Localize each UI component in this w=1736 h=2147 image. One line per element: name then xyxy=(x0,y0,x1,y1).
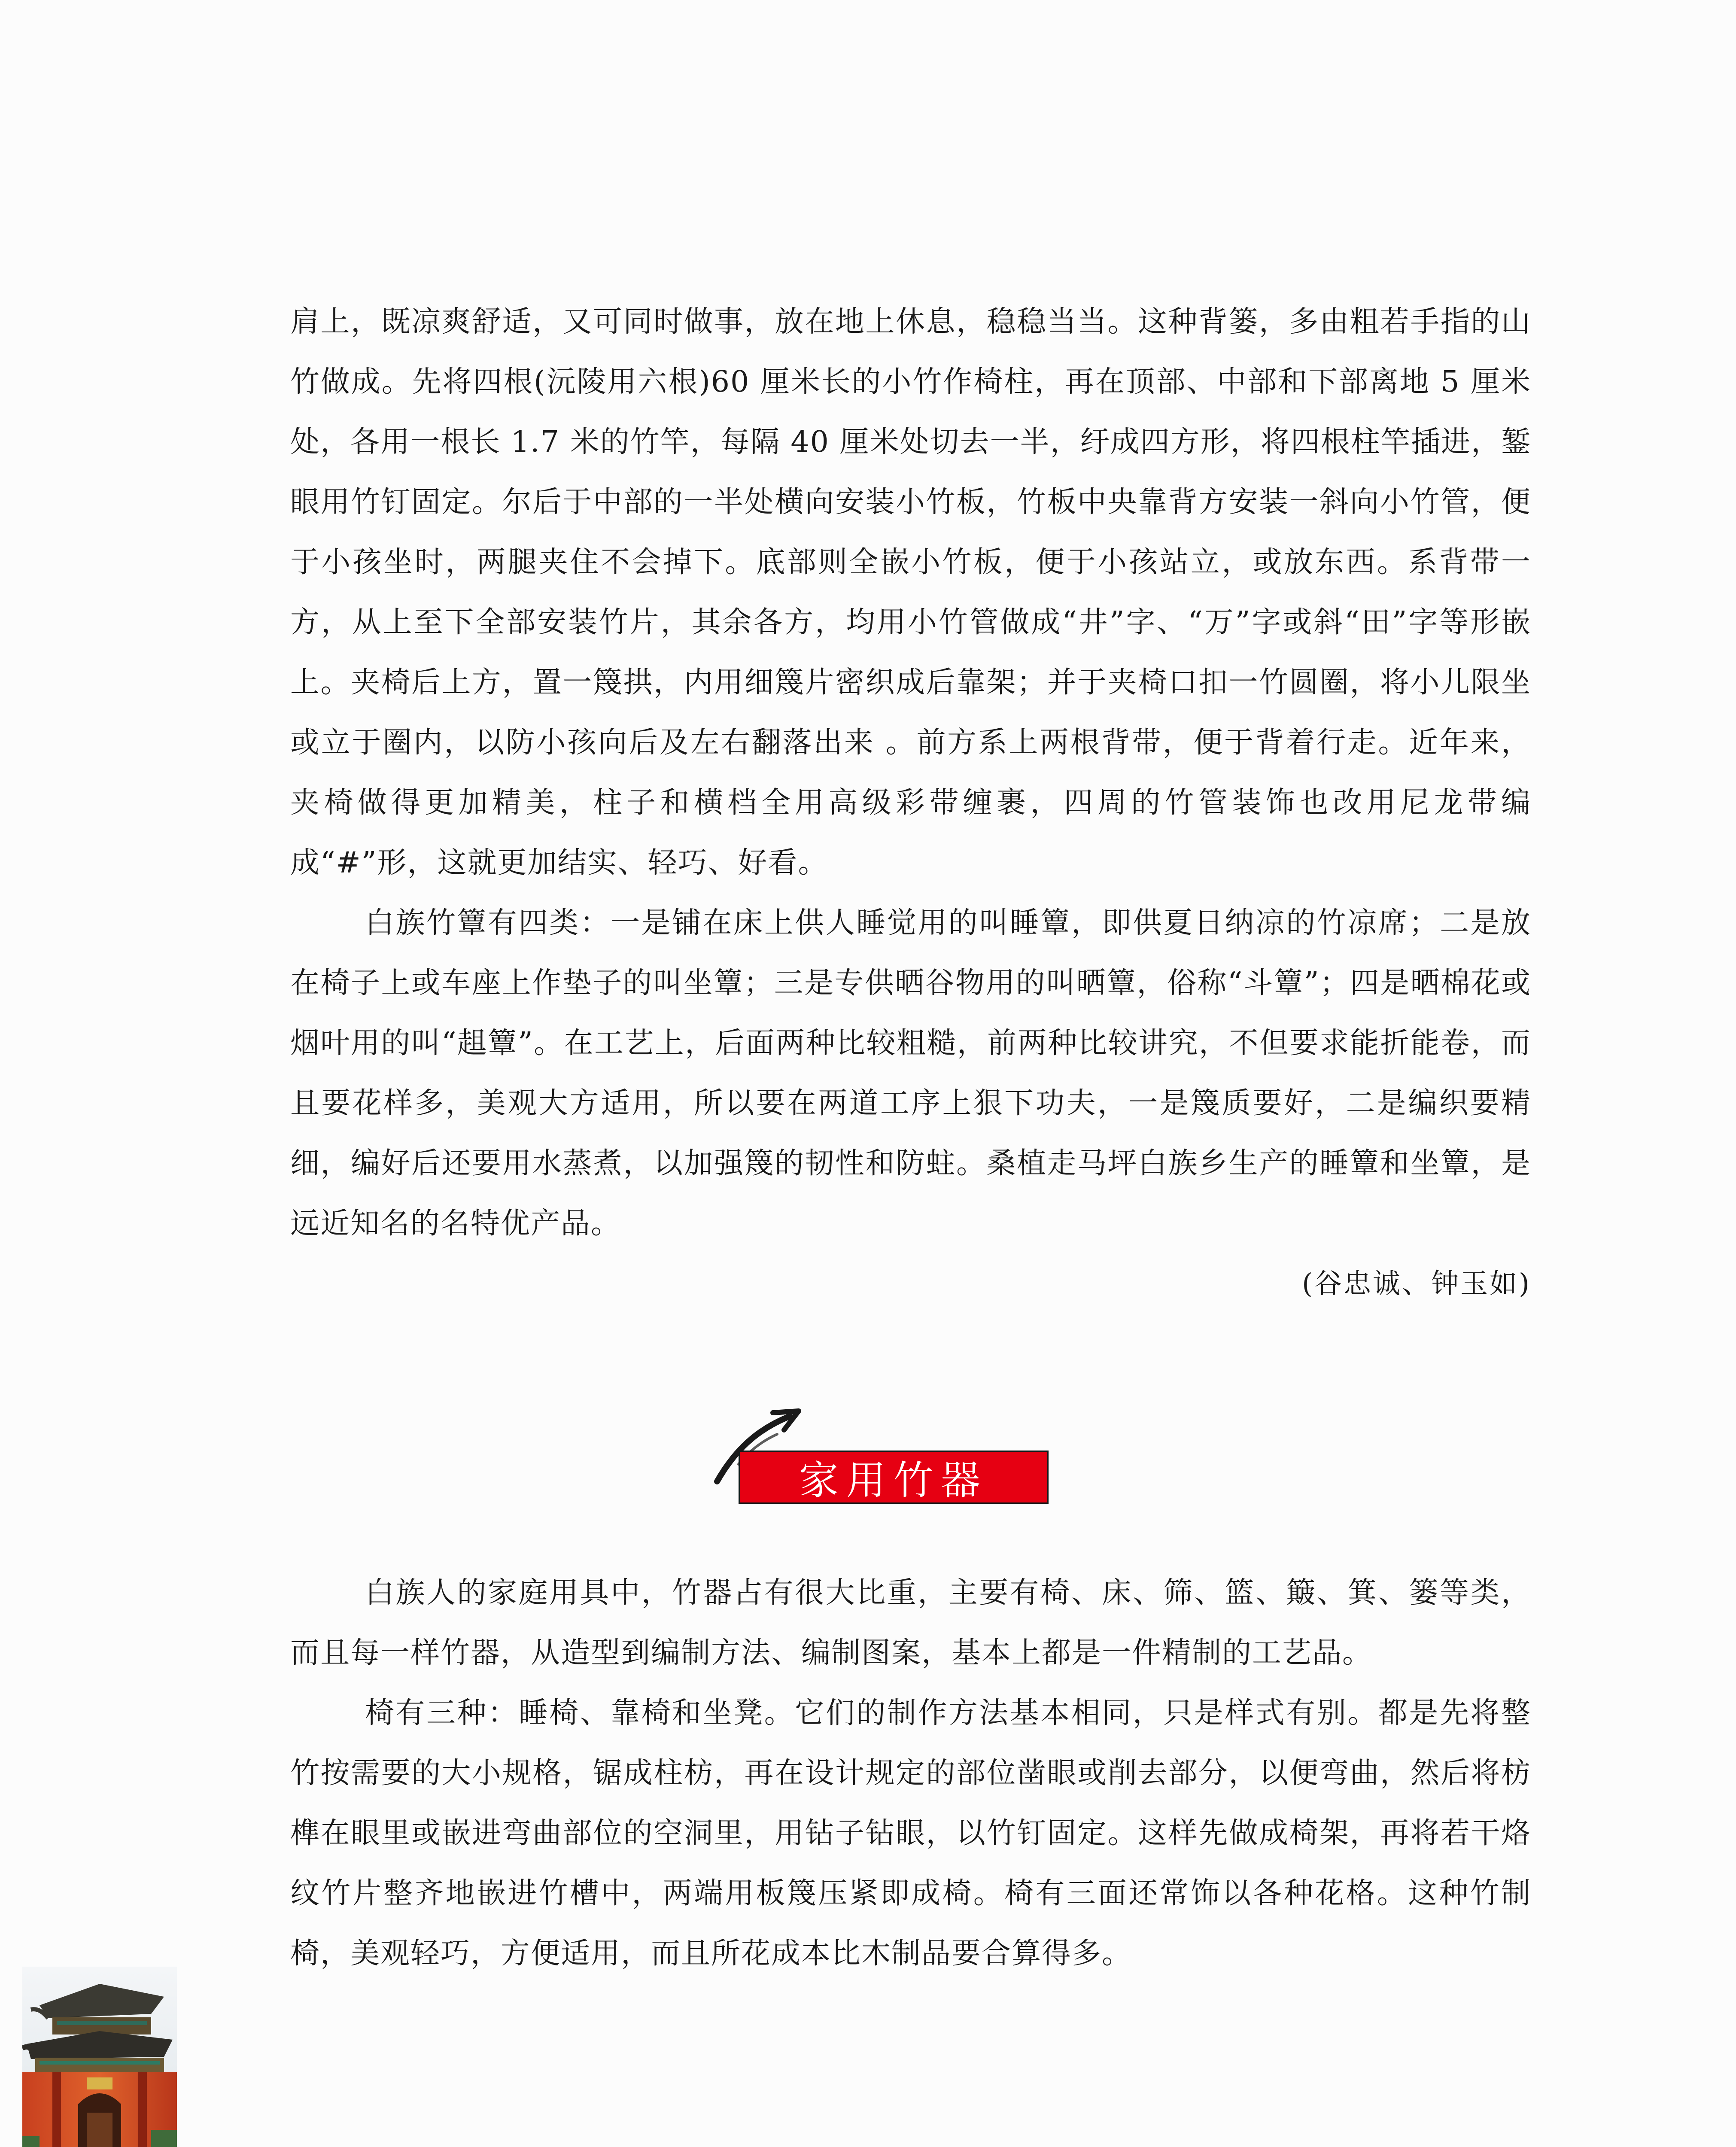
author-signature: (谷忠诚、钟玉如) xyxy=(1302,1268,1531,1300)
top-text-block xyxy=(290,292,1531,1314)
paragraph-back-basket: 肩上，既凉爽舒适，又可同时做事，放在地上休息，稳稳当当。这种背篓，多由粗若手指的山竹做成。先将四根(沅陵用六根)60 厘米长的小竹作椅柱，再在顶部、中部和下部离地 5 厘米处，各用一根长 1.7 米的竹竿，每隔 40 厘米处切去一半，纡成四方形，将四根柱竿插进，錾眼用竹钉固定。尔后于中部的一半处横向安装小竹板，竹板中央靠背方安装一斜向小竹管，便于小孩坐时，两腿夹住不会掉下。底部则全嵌小竹板，便于小孩站立，或放东西。系背带一方，从上至下全部安装竹片，其余各方，均用小竹管做成“井”字、“万”字或斜“田”字等形嵌上。夹椅后上方，置一篾拱，内用细篾片密织成后靠架；并于夹椅口扣一竹圆圈，将小儿限坐或立于圈内，以防小孩向后及左右翻落出来 。前方系上两根背带，便于背着行走。近年来，夹椅做得更加精美，柱子和横档全用高级彩带缠裹，四周的竹管装饰也改用尼龙带编成“#”形，这就更加结实、轻巧、好看。 xyxy=(290,305,1531,880)
temple-photo-image xyxy=(22,1967,177,2147)
heading-red-box xyxy=(739,1451,1049,1504)
paragraph-bamboo-chairs: 椅有三种：睡椅、靠椅和坐凳。它们的制作方法基本相同，只是样式有别。都是先将整竹按需要的大小规格，锯成柱枋，再在设计规定的部位凿眼或削去部分，以便弯曲，然后将枋榫在眼里或嵌进弯曲部位的空洞里，用钻子钻眼，以竹钉固定。这样先做成椅架，再将若干烙纹竹片整齐地嵌进竹槽中，两端用板篾压紧即成椅。椅有三面还常饰以各种花格。这种竹制椅，美观轻巧，方便适用，而且所花成本比木制品要合算得多。 xyxy=(290,1696,1531,1971)
paragraph-household-bamboo: 白族人的家庭用具中，竹器占有很大比重，主要有椅、床、筛、篮、簸、箕、篓等类，而且每一样竹器，从造型到编制方法、编制图案，基本上都是一件精制的工艺品。 xyxy=(290,1576,1531,1670)
section-heading-text: 家用竹器 xyxy=(799,1457,988,1503)
bottom-text-block xyxy=(290,1563,1531,1984)
paragraph-bamboo-mats: 白族竹簟有四类：一是铺在床上供人睡觉用的叫睡簟，即供夏日纳凉的竹凉席；二是放在椅子上或车座上作垫子的叫坐簟；三是专供晒谷物用的叫晒簟，俗称“斗簟”；四是晒棉花或烟叶用的叫“趄簟”。在工艺上，后面两种比较粗糙，前两种比较讲究，不但要求能折能卷，而且要花样多，美观大方适用，所以要在两道工序上狠下功夫，一是篾质要好，二是编织要精细，编好后还要用水蒸煮，以加强篾的韧性和防蛀。桑植走马坪白族乡生产的睡簟和坐簟，是远近知名的名特优产品。 xyxy=(290,906,1531,1241)
section-heading xyxy=(708,1400,1052,1507)
